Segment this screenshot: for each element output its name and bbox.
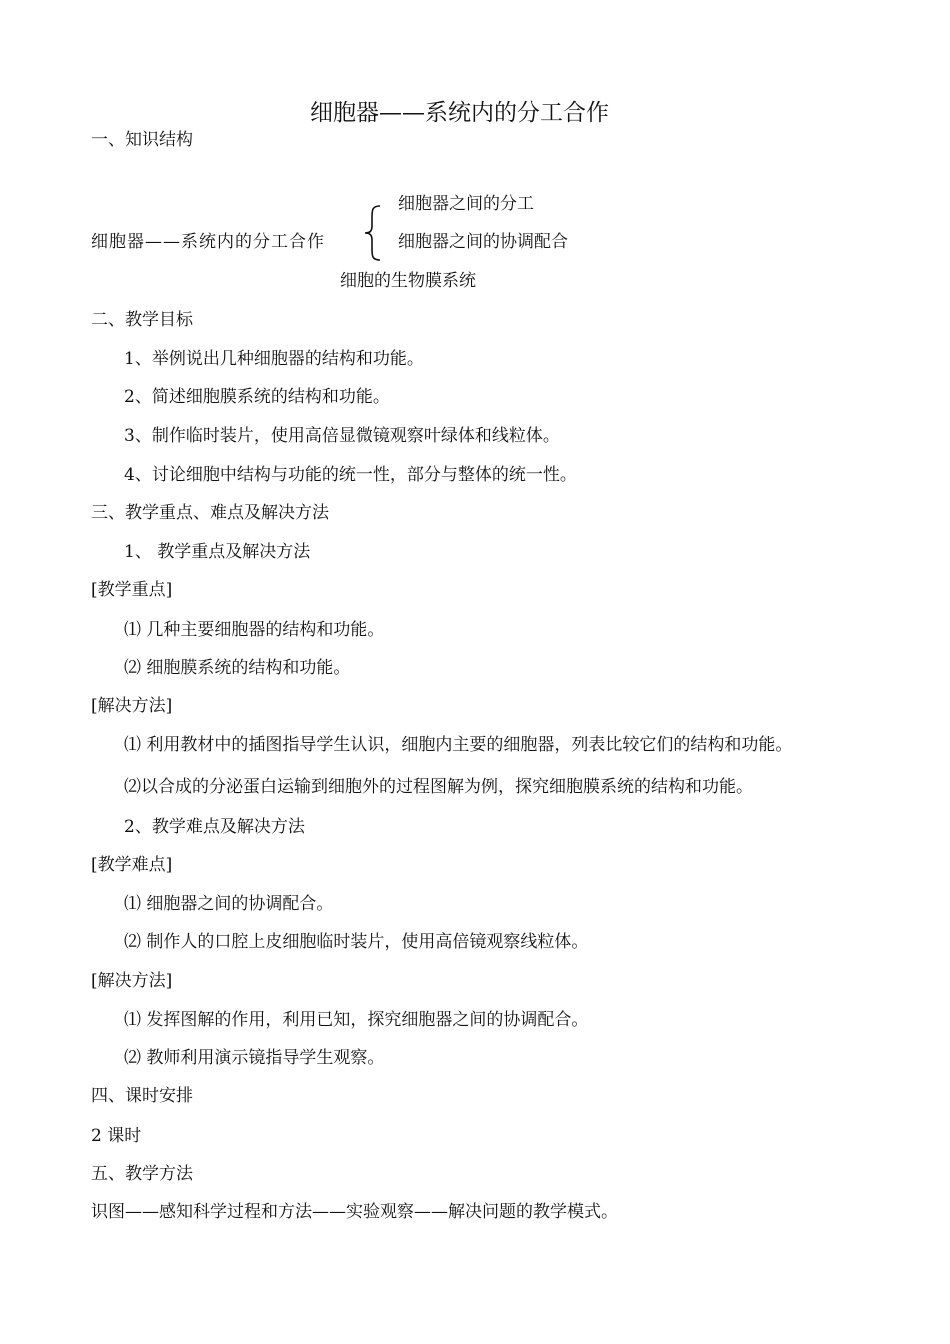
brace-icon xyxy=(362,204,384,262)
difficult-point-item: ⑵ 制作人的口腔上皮细胞临时装片，使用高倍镜观察线粒体。 xyxy=(124,932,589,952)
section-heading-teaching-goals: 二、教学目标 xyxy=(91,310,193,330)
section-heading-key-difficult-points: 三、教学重点、难点及解决方法 xyxy=(91,503,329,523)
structure-branch-coordination: 细胞器之间的协调配合 xyxy=(398,232,568,252)
label-difficult-methods: [解决方法] xyxy=(91,971,173,991)
label-difficult-points: [教学难点] xyxy=(91,855,173,875)
page-title: 细胞器——系统内的分工合作 xyxy=(310,100,609,126)
key-point-item: ⑴ 几种主要细胞器的结构和功能。 xyxy=(124,620,385,640)
key-method-item: ⑵以合成的分泌蛋白运输到细胞外的过程图解为例，探究细胞膜系统的结构和功能。 xyxy=(124,777,753,797)
goal-item: 4、讨论细胞中结构与功能的统一性，部分与整体的统一性。 xyxy=(124,465,577,485)
structure-branch-division: 细胞器之间的分工 xyxy=(398,194,534,214)
goal-item: 3、制作临时装片，使用高倍显微镜观察叶绿体和线粒体。 xyxy=(124,426,560,446)
subheading-difficult-points: 2、教学难点及解决方法 xyxy=(124,817,305,837)
section-heading-schedule: 四、课时安排 xyxy=(91,1086,193,1106)
section-heading-teaching-method: 五、教学方法 xyxy=(91,1164,193,1184)
key-point-item: ⑵ 细胞膜系统的结构和功能。 xyxy=(124,658,351,678)
goal-item: 1、举例说出几种细胞器的结构和功能。 xyxy=(124,349,424,369)
structure-branch-membrane-system: 细胞的生物膜系统 xyxy=(340,271,476,291)
difficult-method-item: ⑵ 教师利用演示镜指导学生观察。 xyxy=(124,1048,385,1068)
label-key-points: [教学重点] xyxy=(91,580,173,600)
subheading-key-points: 1、 教学重点及解决方法 xyxy=(124,542,311,562)
key-method-item: ⑴ 利用教材中的插图指导学生认识，细胞内主要的细胞器，列表比较它们的结构和功能。 xyxy=(124,735,793,755)
difficult-point-item: ⑴ 细胞器之间的协调配合。 xyxy=(124,894,334,914)
structure-root: 细胞器——系统内的分工合作 xyxy=(91,232,325,252)
schedule-text: 2 课时 xyxy=(91,1126,142,1146)
label-key-methods: [解决方法] xyxy=(91,696,173,716)
teaching-method-text: 识图——感知科学过程和方法——实验观察——解决问题的教学模式。 xyxy=(91,1202,618,1222)
section-heading-knowledge-structure: 一、知识结构 xyxy=(91,130,193,150)
goal-item: 2、简述细胞膜系统的结构和功能。 xyxy=(124,387,390,407)
difficult-method-item: ⑴ 发挥图解的作用，利用已知，探究细胞器之间的协调配合。 xyxy=(124,1010,589,1030)
